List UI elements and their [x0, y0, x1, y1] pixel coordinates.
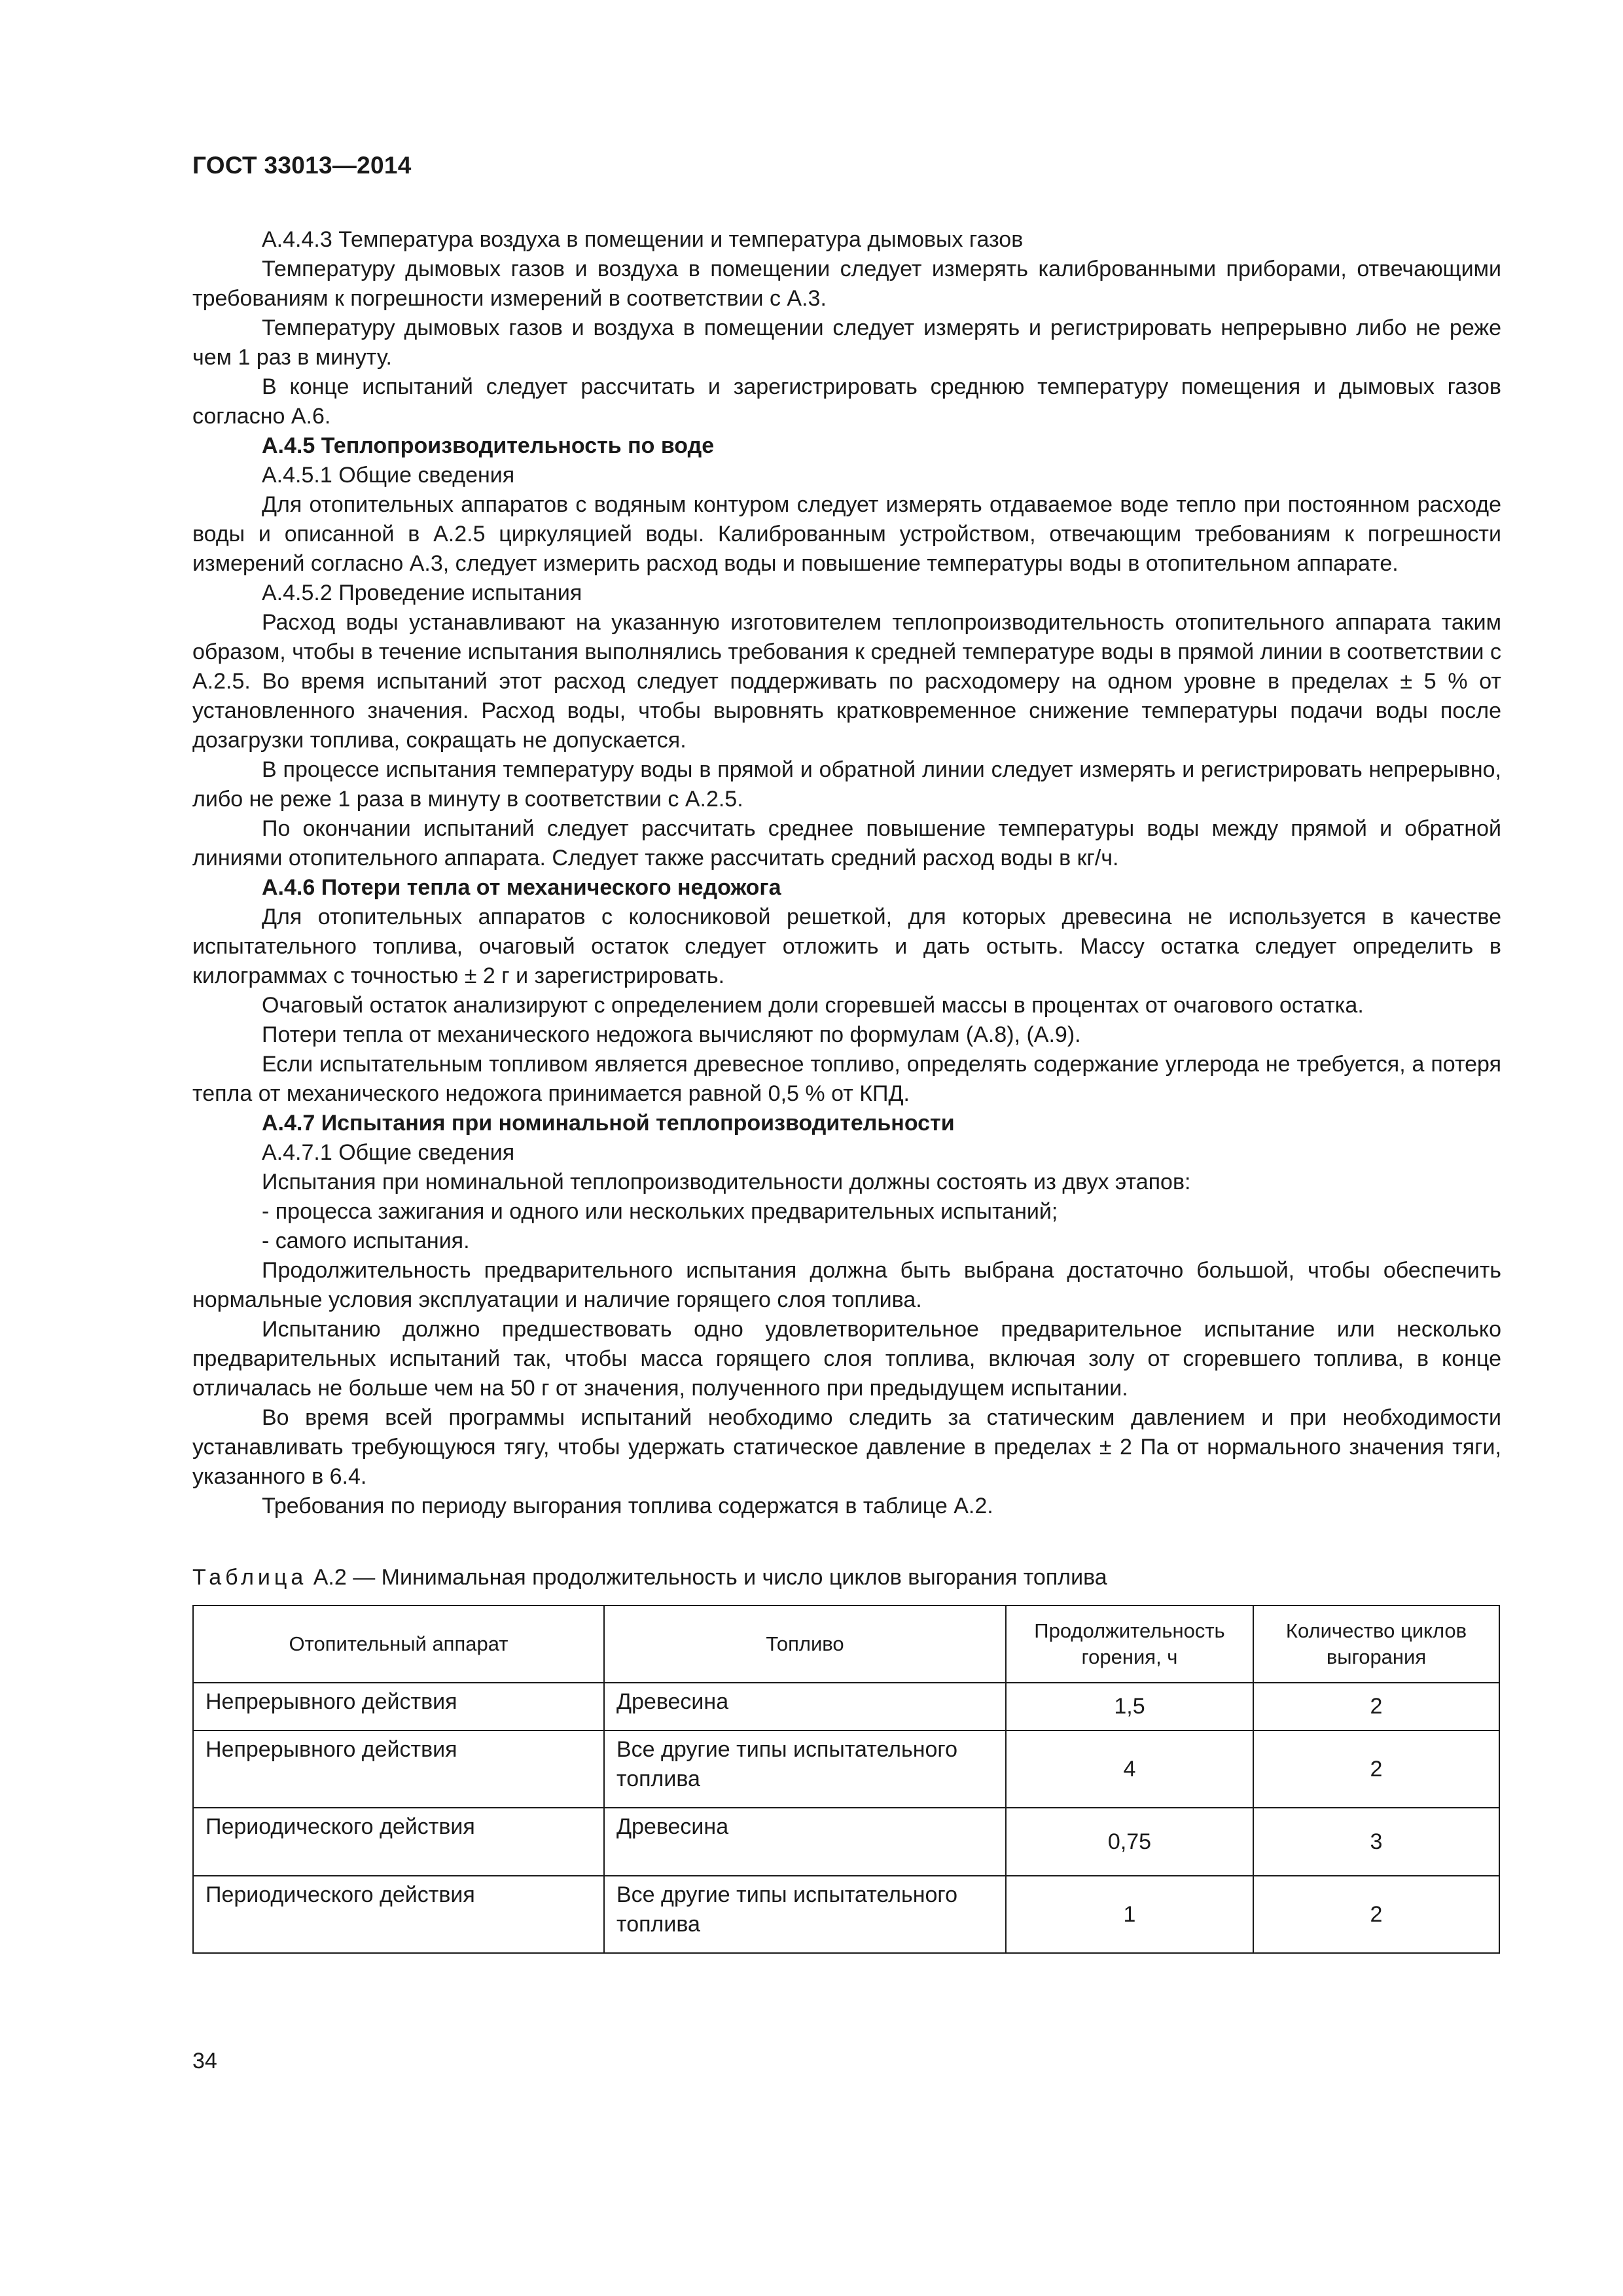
paragraph: А.4.4.3 Температура воздуха в помещении и температура дымовых газов [262, 227, 1024, 252]
paragraph: Температуру дымовых газов и воздуха в помещении следует измерять и регистрировать непрерывно либо не реже чем 1 раз в минуту. [192, 315, 1501, 370]
table-cell: 2 [1253, 1683, 1499, 1731]
paragraph: Расход воды устанавливают на указанную изготовителем теплопроизводительность отопительного аппарата таким образом, чтобы в течение испытания выполнялись требования к средней температуре воды в прямой линии в соответствии с А.2.5. Во время испытаний этот расход следует поддерживать по расходомеру на одном уровне в пределах ± 5 % от установленного значения. Расход воды, чтобы выровнять кратковременное снижение температуры подачи воды после дозагрузки топлива, сокращать не допускается. [192, 610, 1501, 753]
table-row [193, 1808, 1499, 1876]
subsection-heading: А.4.5.1 Общие сведения [262, 463, 515, 488]
table-caption [192, 1563, 1107, 1592]
burnout-table [192, 1605, 1500, 1954]
paragraph: Продолжительность предварительного испытания должна быть выбрана достаточно большой, чтобы обеспечить нормальные условия эксплуатации и наличие горящего слоя топлива. [192, 1258, 1501, 1312]
table-cell: Периодического действия [193, 1876, 604, 1953]
table-cell: 1,5 [1006, 1683, 1253, 1731]
table-cell: Непрерывного действия [193, 1683, 604, 1731]
paragraph: В процессе испытания температуру воды в прямой и обратной линии следует измерять и регистрировать непрерывно, либо не реже 1 раза в минуту в соответствии с А.2.5. [192, 757, 1501, 812]
table-caption-label: Таблица [192, 1565, 308, 1590]
table-header-row [193, 1605, 1499, 1683]
column-header: Отопительный аппарат [193, 1605, 604, 1683]
table-caption-text: А.2 — Минимальная продолжительность и число циклов выгорания топлива [307, 1565, 1107, 1590]
column-header: Количество циклов выгорания [1253, 1605, 1499, 1683]
table-cell: 2 [1253, 1731, 1499, 1808]
section-heading: А.4.6 Потери тепла от механического недожога [262, 875, 781, 900]
paragraph: Испытанию должно предшествовать одно удовлетворительное предварительное испытание или несколько предварительных испытаний так, чтобы масса горящего слоя топлива, включая золу от сгоревшего топлива, в конце отличалась не больше чем на 50 г от значения, полученного при предыдущем испытании. [192, 1317, 1501, 1401]
table-cell: 3 [1253, 1808, 1499, 1876]
paragraph: В конце испытаний следует рассчитать и зарегистрировать среднюю температуру помещения и дымовых газов согласно А.6. [192, 374, 1501, 429]
subsection-heading: А.4.5.2 Проведение испытания [262, 581, 582, 605]
document-header: ГОСТ 33013—2014 [192, 152, 412, 179]
body-text [192, 225, 1501, 1521]
table-cell: 1 [1006, 1876, 1253, 1953]
paragraph: Потери тепла от механического недожога вычисляют по формулам (А.8), (А.9). [262, 1022, 1081, 1047]
paragraph: Очаговый остаток анализируют с определением доли сгоревшей массы в процентах от очагового остатка. [262, 993, 1364, 1018]
paragraph: Для отопительных аппаратов с колосниковой решеткой, для которых древесина не используется в качестве испытательного топлива, очаговый остаток следует отложить и дать остыть. Массу остатка следует определить в килограммах с точностью ± 2 г и зарегистрировать. [192, 905, 1501, 988]
paragraph: Требования по периоду выгорания топлива содержатся в таблице А.2. [262, 1494, 993, 1518]
paragraph: Для отопительных аппаратов с водяным контуром следует измерять отдаваемое воде тепло при постоянном расходе воды и описанной в А.2.5 циркуляцией воды. Калиброванным устройством, отвечающим требованиям к погрешности измерений согласно А.3, следует измерить расход воды и повышение температуры воды в отопительном аппарате. [192, 492, 1501, 576]
column-header: Продолжительность горения, ч [1006, 1605, 1253, 1683]
paragraph: По окончании испытаний следует рассчитать среднее повышение температуры воды между прямой и обратной линиями отопительного аппарата. Следует также рассчитать средний расход воды в кг/ч. [192, 816, 1501, 870]
table-cell: Непрерывного действия [193, 1731, 604, 1808]
table-cell: 4 [1006, 1731, 1253, 1808]
table-cell: 0,75 [1006, 1808, 1253, 1876]
table-cell: Древесина [604, 1808, 1006, 1876]
table-row [193, 1731, 1499, 1808]
section-heading: А.4.5 Теплопроизводительность по воде [262, 433, 715, 458]
paragraph: Во время всей программы испытаний необходимо следить за статическим давлением и при необходимости устанавливать требующуюся тягу, чтобы удержать статическое давление в пределах ± 2 Па от нормального значения тяги, указанного в 6.4. [192, 1405, 1501, 1489]
table-row [193, 1683, 1499, 1731]
list-item: - процесса зажигания и одного или нескольких предварительных испытаний; [262, 1199, 1058, 1224]
column-header: Топливо [604, 1605, 1006, 1683]
section-heading: А.4.7 Испытания при номинальной теплопроизводительности [262, 1111, 955, 1136]
paragraph: Испытания при номинальной теплопроизводительности должны состоять из двух этапов: [262, 1170, 1191, 1194]
page-number: 34 [192, 2049, 217, 2073]
table-cell: 2 [1253, 1876, 1499, 1953]
table-cell: Периодического действия [193, 1808, 604, 1876]
table-cell: Все другие типы испытательного топлива [604, 1731, 1006, 1808]
table-cell: Древесина [604, 1683, 1006, 1731]
paragraph: Температуру дымовых газов и воздуха в помещении следует измерять калиброванными приборами, отвечающими требованиям к погрешности измерений в соответствии с А.3. [192, 257, 1501, 311]
paragraph: Если испытательным топливом является древесное топливо, определять содержание углерода не требуется, а потеря тепла от механического недожога принимается равной 0,5 % от КПД. [192, 1052, 1501, 1106]
table-row [193, 1876, 1499, 1953]
list-item: - самого испытания. [262, 1229, 470, 1253]
subsection-heading: А.4.7.1 Общие сведения [262, 1140, 515, 1165]
table-cell: Все другие типы испытательного топлива [604, 1876, 1006, 1953]
